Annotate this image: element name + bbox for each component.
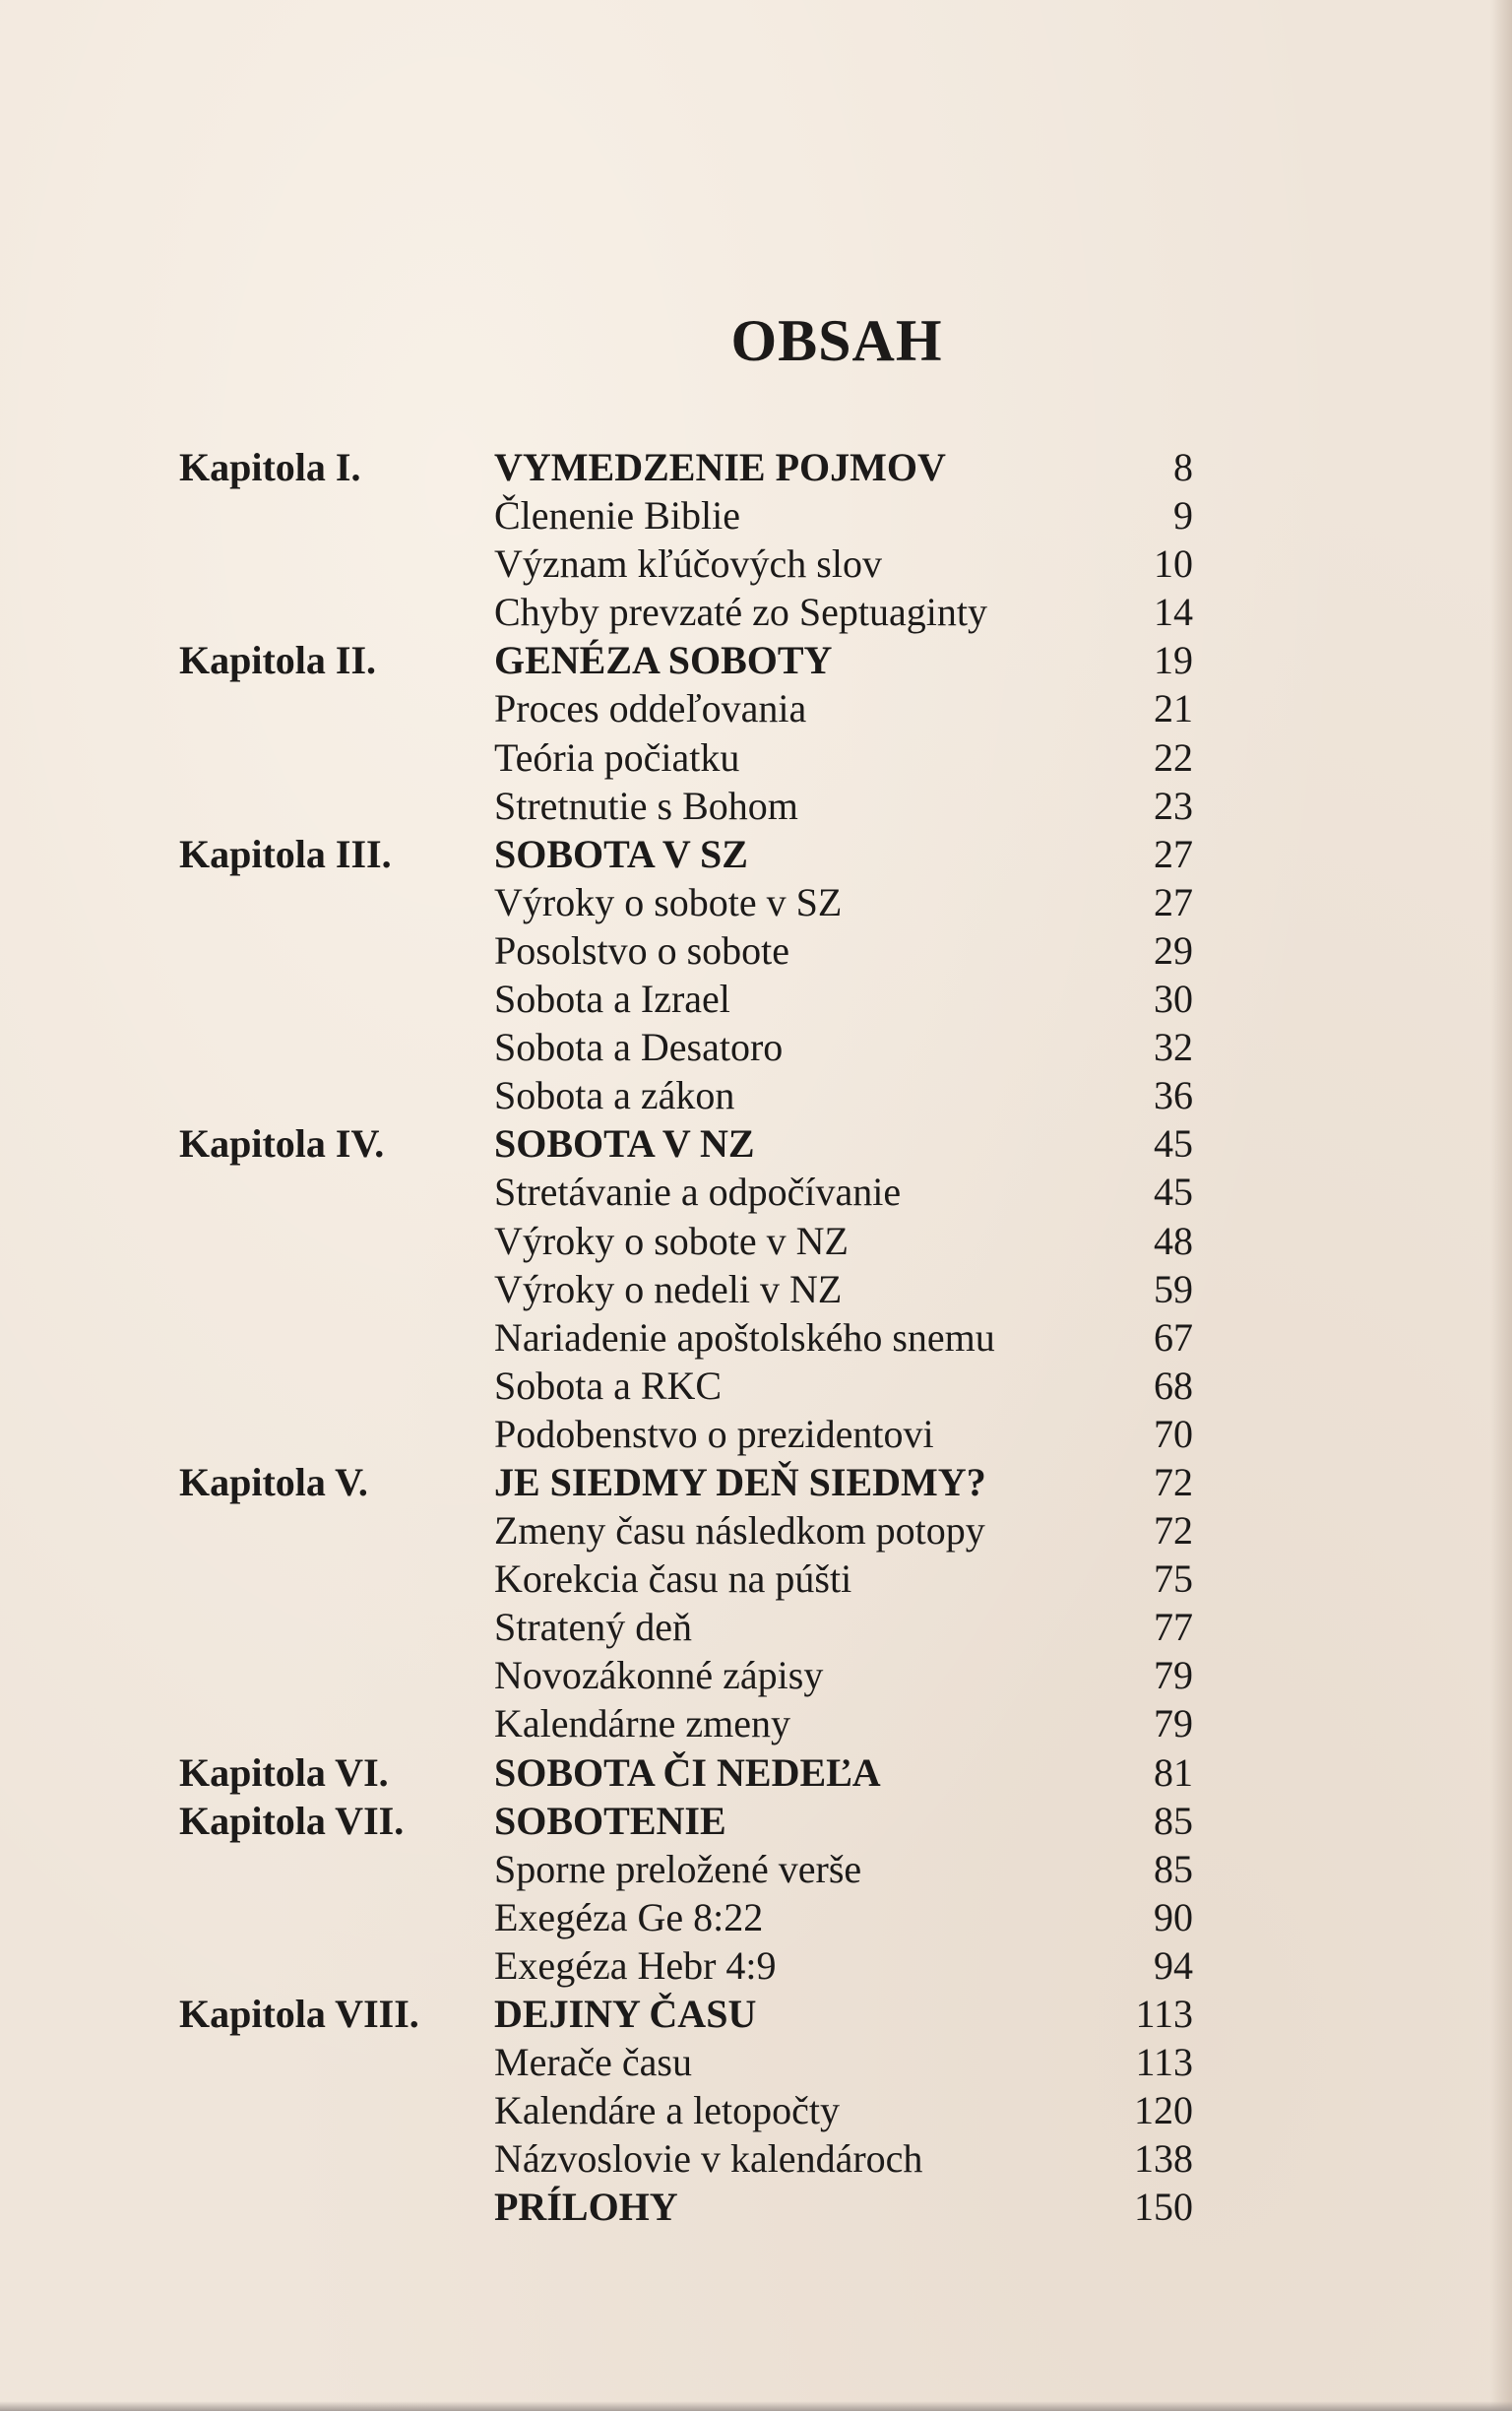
toc-row <box>179 1119 1193 1168</box>
section-title: Výroky o nedeli v NZ <box>494 1266 843 1311</box>
page-number: 70 <box>1154 1411 1193 1456</box>
toc-row <box>179 1023 1193 1071</box>
chapter-title: SOBOTA V SZ <box>494 831 748 876</box>
chapter-label: Kapitola VIII. <box>179 1992 419 2036</box>
toc-row <box>179 1071 1193 1119</box>
toc-row <box>179 491 1193 539</box>
toc-row <box>179 1265 1193 1313</box>
toc-row <box>179 1651 1193 1699</box>
section-title: Sobota a Desatoro <box>494 1025 784 1070</box>
chapter-label: Kapitola VII. <box>179 1798 405 1843</box>
page-bottom-edge <box>0 2401 1512 2411</box>
page-number: 67 <box>1154 1314 1193 1360</box>
toc-row <box>179 2134 1193 2183</box>
page-number: 113 <box>1135 1992 1193 2036</box>
page-number: 21 <box>1154 686 1193 731</box>
toc-row <box>179 878 1193 926</box>
page-number: 72 <box>1154 1508 1193 1554</box>
page-number: 23 <box>1154 783 1193 828</box>
section-title: Sobota a Izrael <box>494 977 730 1022</box>
toc-row <box>179 1458 1193 1506</box>
page-number: 90 <box>1154 1894 1193 1939</box>
page-number: 68 <box>1154 1363 1193 1408</box>
page-number: 120 <box>1134 2088 1193 2133</box>
page-number: 85 <box>1154 1798 1193 1843</box>
chapter-label: Kapitola III. <box>179 831 392 876</box>
toc-row <box>179 1845 1193 1893</box>
toc-row <box>179 2086 1193 2134</box>
section-title: Korekcia času na púšti <box>494 1556 852 1602</box>
page-number: 9 <box>1173 493 1193 539</box>
toc-row <box>179 1410 1193 1458</box>
toc-row <box>179 443 1193 491</box>
section-title: Názvoslovie v kalendároch <box>494 2136 923 2182</box>
toc-row <box>179 1748 1193 1797</box>
table-of-contents <box>179 443 1193 2231</box>
section-title: Význam kľúčových slov <box>494 541 882 587</box>
chapter-label: Kapitola II. <box>179 638 377 683</box>
section-title: Stretnutie s Bohom <box>494 783 798 828</box>
section-title: Novozákonné zápisy <box>494 1653 824 1698</box>
toc-row <box>179 830 1193 878</box>
page-number: 14 <box>1154 590 1193 635</box>
page-number: 22 <box>1154 734 1193 780</box>
chapter-title: DEJINY ČASU <box>494 1992 757 2036</box>
page-number: 8 <box>1173 445 1193 489</box>
page-number: 85 <box>1154 1846 1193 1891</box>
page-number: 150 <box>1134 2185 1193 2230</box>
chapter-title: SOBOTA ČI NEDEĽA <box>494 1749 881 1795</box>
section-title: Merače času <box>494 2040 692 2085</box>
section-title: Výroky o sobote v NZ <box>494 1218 849 1263</box>
toc-row <box>179 1217 1193 1265</box>
chapter-title: JE SIEDMY DEŇ SIEDMY? <box>494 1459 986 1504</box>
section-title: Kalendáre a letopočty <box>494 2088 840 2133</box>
chapter-title: VYMEDZENIE POJMOV <box>494 445 946 489</box>
toc-row <box>179 1506 1193 1554</box>
toc-row <box>179 1797 1193 1845</box>
toc-row <box>179 975 1193 1023</box>
page-number: 36 <box>1154 1073 1193 1118</box>
section-title: Nariadenie apoštolského snemu <box>494 1314 995 1360</box>
toc-row <box>179 1990 1193 2038</box>
toc-row <box>179 1168 1193 1216</box>
section-title: Výroky o sobote v SZ <box>494 879 843 924</box>
toc-row <box>179 588 1193 636</box>
page-number: 59 <box>1154 1266 1193 1311</box>
toc-row <box>179 636 1193 684</box>
toc-row <box>179 733 1193 782</box>
page-number: 27 <box>1154 879 1193 924</box>
section-title: Kalendárne zmeny <box>494 1701 790 1746</box>
section-title: Sporne preložené verše <box>494 1846 862 1891</box>
toc-row <box>179 1941 1193 1990</box>
page-number: 94 <box>1154 1942 1193 1988</box>
toc-row <box>179 1554 1193 1603</box>
page-number: 138 <box>1134 2136 1193 2182</box>
chapter-label: Kapitola IV. <box>179 1121 385 1167</box>
chapter-title: GENÉZA SOBOTY <box>494 638 833 683</box>
toc-row <box>179 1893 1193 1941</box>
page-number: 10 <box>1154 541 1193 587</box>
section-title: Exegéza Ge 8:22 <box>494 1894 764 1939</box>
section-title: Teória počiatku <box>494 734 740 780</box>
page-number: 79 <box>1154 1701 1193 1746</box>
chapter-title: SOBOTA V NZ <box>494 1121 755 1167</box>
section-title: Členenie Biblie <box>494 493 740 539</box>
toc-row <box>179 1362 1193 1410</box>
page-number: 32 <box>1154 1025 1193 1070</box>
page-title: OBSAH <box>730 308 943 373</box>
page-number: 29 <box>1154 927 1193 973</box>
section-title: Sobota a RKC <box>494 1363 723 1408</box>
chapter-title: SOBOTENIE <box>494 1798 726 1843</box>
page-number: 30 <box>1154 977 1193 1022</box>
page-number: 19 <box>1154 638 1193 683</box>
page-number: 77 <box>1154 1605 1193 1650</box>
chapter-title: PRÍLOHY <box>494 2185 678 2230</box>
toc-row <box>179 1313 1193 1362</box>
page-number: 113 <box>1135 2040 1193 2085</box>
page-number: 81 <box>1154 1749 1193 1795</box>
toc-row <box>179 1699 1193 1747</box>
page-number: 27 <box>1154 831 1193 876</box>
section-title: Posolstvo o sobote <box>494 927 790 973</box>
page-number: 72 <box>1154 1459 1193 1504</box>
section-title: Podobenstvo o prezidentovi <box>494 1411 934 1456</box>
page-number: 45 <box>1154 1121 1193 1167</box>
section-title: Proces oddeľovania <box>494 686 807 731</box>
section-title: Stratený deň <box>494 1605 693 1650</box>
section-title: Sobota a zákon <box>494 1073 735 1118</box>
page-number: 45 <box>1154 1170 1193 1215</box>
chapter-label: Kapitola V. <box>179 1459 368 1504</box>
section-title: Chyby prevzaté zo Septuaginty <box>494 590 987 635</box>
chapter-label: Kapitola I. <box>179 445 361 489</box>
toc-row <box>179 926 1193 975</box>
page-number: 75 <box>1154 1556 1193 1602</box>
page-number: 48 <box>1154 1218 1193 1263</box>
chapter-label: Kapitola VI. <box>179 1749 389 1795</box>
section-title: Stretávanie a odpočívanie <box>494 1170 902 1215</box>
page-number: 79 <box>1154 1653 1193 1698</box>
toc-row <box>179 684 1193 732</box>
toc-row <box>179 539 1193 588</box>
toc-row <box>179 782 1193 830</box>
section-title: Exegéza Hebr 4:9 <box>494 1942 777 1988</box>
toc-row <box>179 2183 1193 2231</box>
toc-row <box>179 1603 1193 1651</box>
section-title: Zmeny času následkom potopy <box>494 1508 985 1554</box>
toc-row <box>179 2038 1193 2086</box>
